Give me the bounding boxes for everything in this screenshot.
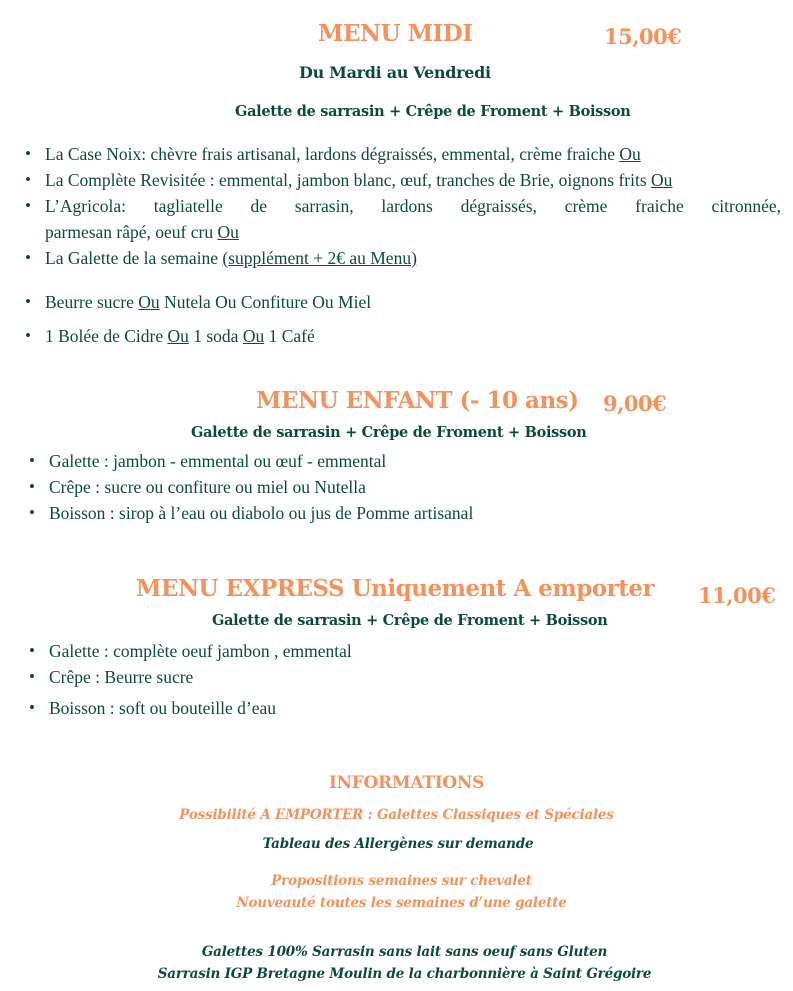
menu-midi-days: Du Mardi au Vendredi bbox=[299, 63, 491, 82]
ou-link[interactable]: Ou bbox=[167, 326, 189, 346]
menu-midi-galettes-list bbox=[25, 141, 781, 271]
menu-midi-drink-list bbox=[25, 323, 781, 349]
item-text: Crêpe : Beurre sucre bbox=[49, 667, 194, 687]
list-item bbox=[25, 245, 781, 271]
menu-enfant-title: MENU ENFANT (- 10 ans) bbox=[256, 387, 579, 414]
list-item bbox=[25, 193, 781, 245]
list-item bbox=[29, 448, 769, 474]
item-text: Boisson : soft ou bouteille d’eau bbox=[49, 698, 276, 718]
menu-enfant-formula: Galette de sarrasin + Crêpe de Froment + Boisson bbox=[191, 424, 587, 441]
ou-link[interactable]: Ou bbox=[242, 326, 265, 346]
list-item bbox=[29, 695, 769, 721]
menu-express-title: MENU EXPRESS Uniquement A emporter bbox=[136, 575, 655, 602]
item-text-line1: • L’Agricola: tagliatelle de sarrasin, lardons dégraissés, crème fraiche citronnée, bbox=[45, 196, 781, 216]
ou-link[interactable]: Ou bbox=[619, 144, 641, 164]
item-text-line2: parmesan râpé, oeuf cru bbox=[45, 222, 218, 242]
list-item bbox=[25, 323, 781, 349]
informations-title: INFORMATIONS bbox=[328, 773, 485, 793]
item-text: 1 Bolée de Cidre bbox=[45, 326, 168, 346]
list-item bbox=[25, 141, 781, 167]
info-takeaway: Possibilité A EMPORTER : Galettes Classiques et Spéciales bbox=[179, 807, 614, 823]
ou-link[interactable]: Ou bbox=[138, 292, 160, 312]
menu-express-list bbox=[29, 638, 769, 690]
menu-midi-formula: Galette de sarrasin + Crêpe de Froment + Boisson bbox=[235, 103, 631, 120]
list-item bbox=[29, 664, 769, 690]
item-text: Boisson : sirop à l’eau ou diabolo ou jus de Pomme artisanal bbox=[49, 503, 474, 523]
ou-link[interactable]: Ou bbox=[217, 222, 239, 242]
item-text: Galette : jambon - emmental ou œuf - emmental bbox=[49, 451, 387, 471]
menu-enfant-list bbox=[29, 448, 769, 526]
menu-midi-price: 15,00€ bbox=[604, 24, 682, 49]
info-weekly-proposals: Propositions semaines sur chevalet bbox=[271, 873, 532, 889]
item-text: 1 soda bbox=[188, 326, 243, 346]
info-new-galette: Nouveauté toutes les semaines d’une galette bbox=[236, 895, 567, 911]
menu-express-price: 11,00€ bbox=[698, 583, 776, 608]
supplement-link[interactable]: (supplément + 2€ au Menu) bbox=[222, 248, 417, 268]
list-item bbox=[25, 289, 781, 315]
menu-express-formula: Galette de sarrasin + Crêpe de Froment + Boisson bbox=[212, 612, 608, 629]
item-text: Crêpe : sucre ou confiture ou miel ou Nutella bbox=[49, 477, 366, 497]
menu-enfant-price: 9,00€ bbox=[603, 391, 667, 416]
item-text: La Complète Revisitée : emmental, jambon blanc, œuf, tranches de Brie, oignons frits bbox=[45, 170, 652, 190]
item-text: La Case Noix: chèvre frais artisanal, lardons dégraissés, emmental, crème fraiche bbox=[45, 144, 620, 164]
item-text: Nutela Ou Confiture Ou Miel bbox=[159, 292, 372, 312]
menu-midi-dessert-list bbox=[25, 289, 781, 315]
list-item bbox=[29, 500, 769, 526]
list-item bbox=[25, 167, 781, 193]
item-text: 1 Café bbox=[264, 326, 315, 346]
menu-midi-title: MENU MIDI bbox=[318, 20, 473, 47]
menu-express-drink-list bbox=[29, 695, 769, 721]
info-allergens: Tableau des Allergènes sur demande bbox=[262, 836, 534, 852]
ou-link[interactable]: Ou bbox=[651, 170, 673, 190]
info-gluten-free: Galettes 100% Sarrasin sans lait sans oeuf sans Gluten bbox=[201, 944, 608, 960]
item-text: La Galette de la semaine bbox=[45, 248, 223, 268]
list-item bbox=[29, 474, 769, 500]
item-text: Beurre sucre bbox=[45, 292, 139, 312]
item-text: Galette : complète oeuf jambon , emmental bbox=[49, 641, 352, 661]
info-origin: Sarrasin IGP Bretagne Moulin de la charbonnière à Saint Grégoire bbox=[157, 966, 652, 982]
list-item bbox=[29, 638, 769, 664]
